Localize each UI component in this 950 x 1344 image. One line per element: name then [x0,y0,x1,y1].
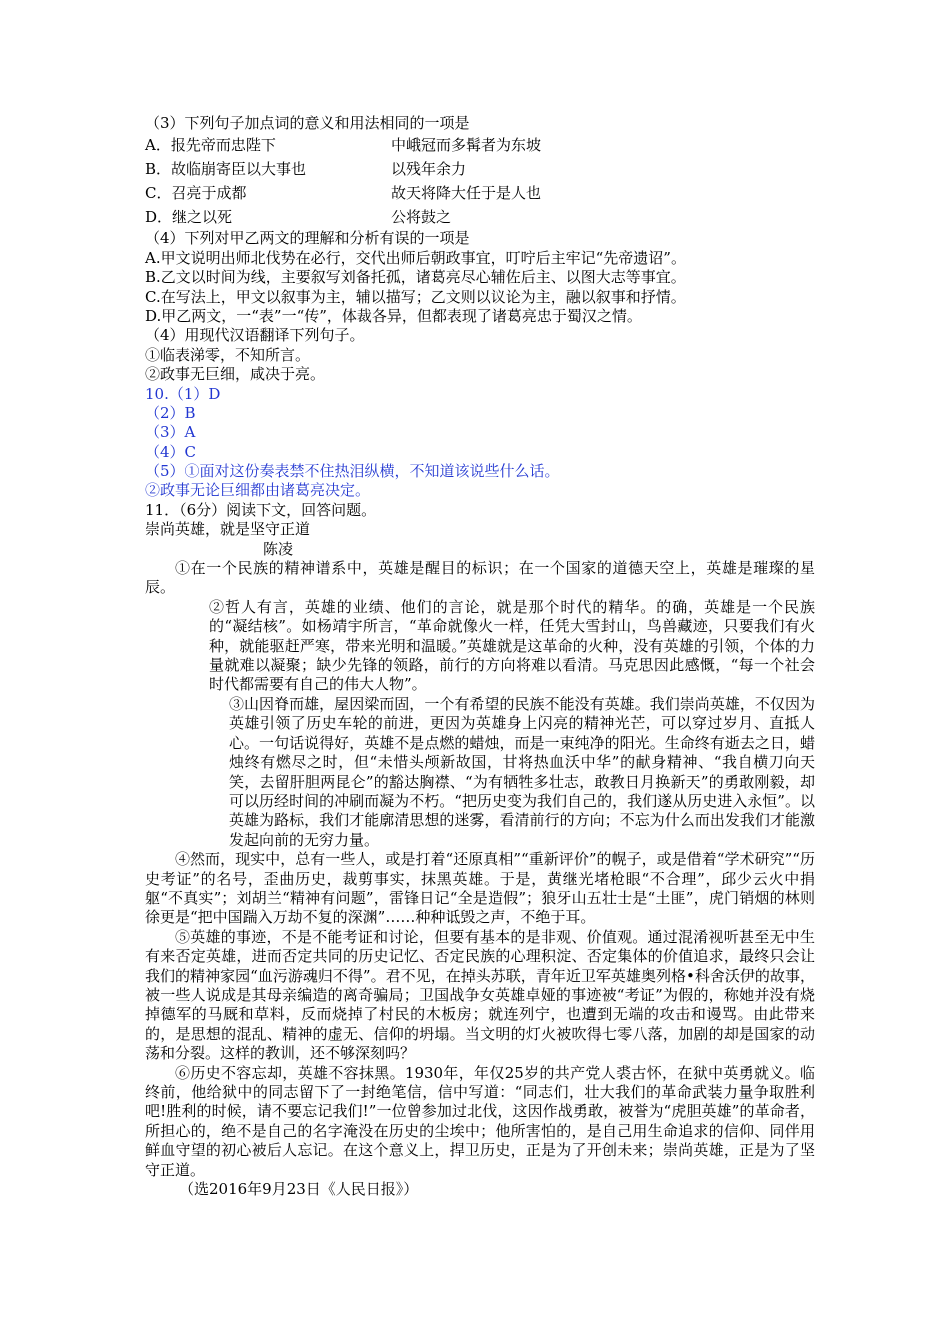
answer-line: （5）①面对这份奏表禁不住热泪纵横，不知道该说些什么话。 [145,462,560,481]
q3-option-c-left: C．召亮于成都 [145,184,247,203]
q5-stem: （4）用现代汉语翻译下列句子。 [145,326,365,345]
q3-stem: （3）下列句子加点词的意义和用法相同的一项是 [145,114,470,132]
answer-line: （4）C [145,442,197,461]
article-source: （选2016年9月23日《人民日报》） [179,1180,419,1199]
q3-option-d [145,205,815,229]
q4-option-c: C.在写法上，甲文以叙事为主，辅以描写；乙文则以议论为主，融以叙事和抒情。 [145,287,686,306]
answer-line: （2）B [145,403,196,422]
q3-option-c-right: 故天将降大任于是人也 [391,184,542,203]
article-author: 陈凌 [263,539,294,558]
answer-line: （3）A [145,423,196,442]
q11-stem: 11．（6分）阅读下文，回答问题。 [145,500,377,519]
q4-stem: （4）下列对甲乙两文的理解和分析有误的一项是 [145,229,470,248]
q3-option-d-left: D．继之以死 [145,208,233,227]
q3-option-a-right: 中峨冠而多髯者为东坡 [391,136,542,155]
answer-line: ②政事无论巨细都由诸葛亮决定。 [145,481,371,500]
article-paragraph-2: ②哲人有言，英雄的业绩、他们的言论，就是那个时代的精华。的确，英雄是一个民族的“凝结核”。如杨靖宇所言，“革命就像火一样，任凭大雪封山，鸟兽藏迹，只要我们有火种，就能驱赶严寒，带来光明和温暖。”英雄就是这革命的火种，没有英雄的引领，个体的力量就难以凝聚；缺少先锋的领路，前行的方向将难以看清。马克思因此感慨，“每一个社会时代都需要有自己的伟大人物”。 [209,597,815,694]
q3-option-b-left: B．故临崩寄臣以大事也 [145,160,307,179]
q4-option-a: A.甲文说明出师北伐势在必行，交代出师后朝政事宜，叮咛后主牢记“先帝遗诏”。 [145,248,686,267]
article-title: 崇尚英雄，就是坚守正道 [145,520,311,539]
q4-option-d: D.甲乙两文，一“表”一“传”，体裁各异，但都表现了诸葛亮忠于蜀汉之情。 [145,306,642,325]
article-paragraph-4: ④然而，现实中，总有一些人，或是打着“还原真相”“重新评价”的幌子，或是借着“学术研究”“历史考证”的名号，歪曲历史，裁剪事实，抹黑英雄。于是，黄继光堵枪眼“不合理”，邱少云火中捐躯“不真实”；刘胡兰“精神有问题”，雷锋日记“全是造假”；狼牙山五壮士是“土匪”，虎门销烟的林则徐更是“把中国踹入万劫不复的深渊”……种种诋毁之声，不绝于耳。 [145,850,815,927]
q3-option-d-right: 公将鼓之 [391,208,452,227]
article-paragraph-6: ⑥历史不容忘却，英雄不容抹黑。1930年，年仅25岁的共产党人裘古怀，在狱中英勇就义。临终前，他给狱中的同志留下了一封绝笔信，信中写道：“同志们，壮大我们的革命武装力量争取胜利吧!胜利的时候，请不要忘记我们!”一位曾参加过北伐，这因作战勇敢，被誉为“虎胆英雄”的革命者，所担心的，绝不是自己的名字淹没在历史的尘埃中；他所害怕的，是自己用生命追求的信仰、同伴用鲜血守望的初心被后人忘记。在这个意义上，捍卫历史，正是为了开创未来；崇尚英雄，正是为了坚守正道。 [145,1063,815,1179]
q5-item-2: ②政事无巨细，咸决于亮。 [145,365,326,384]
document-page [145,114,815,1199]
q3-option-b [145,157,815,181]
article-paragraph-1: ①在一个民族的精神谱系中，英雄是醒目的标识；在一个国家的道德天空上，英雄是璀璨的星辰。 [145,559,815,597]
q3-option-a-left: A．报先帝而忠陛下 [145,136,276,155]
q3-option-c [145,181,815,205]
q3-option-b-right: 以残年余力 [391,160,467,179]
q5-item-1: ①临表涕零，不知所言。 [145,345,311,364]
article-paragraph-5: ⑤英雄的事迹，不是不能考证和讨论，但要有基本的是非观、价值观。通过混淆视听甚至无中生有来否定英雄，进而否定共同的历史记忆、否定民族的心理积淀、否定集体的价值追求，最终只会让我们的精神家园“血污游魂归不得”。君不见，在掉头苏联，青年近卫军英雄奥列格•科舍沃伊的故事，被一些人说成是其母亲编造的离奇骗局；卫国战争女英雄卓娅的事迹被“考证”为假的，称她并没有烧掉德军的马厩和草料，反而烧掉了村民的木板房；就连列宁，也遭到无端的攻击和谩骂。由此带来的，是思想的混乱、精神的虚无、信仰的坍塌。当文明的灯火被吹得七零八落，加剧的却是国家的动荡和分裂。这样的教训，还不够深刻吗？ [145,927,815,1063]
q3-option-a [145,133,815,157]
answer-line: 10.（1）D [145,384,221,403]
q4-option-b: B.乙文以时间为线，主要叙写刘备托孤，诸葛亮尽心辅佐后主、以图大志等事宜。 [145,268,686,287]
article-paragraph-3: ③山因脊而雄，屋因梁而固，一个有希望的民族不能没有英雄。我们崇尚英雄，不仅因为英雄引领了历史车轮的前进，更因为英雄身上闪亮的精神光芒，可以穿过岁月、直抵人心。一句话说得好，英雄不是点燃的蜡烛，而是一束纯净的阳光。生命终有逝去之日，蜡烛终有燃尽之时，但“未惜头颅新故国，甘将热血沃中华”的献身精神、“我自横刀向天笑，去留肝胆两昆仑”的豁达胸襟、“为有牺牲多壮志，敢教日月换新天”的勇敢刚毅，却可以历经时间的冲刷而凝为不朽。“把历史变为我们自己的，我们遂从历史进入永恒”。以英雄为路标，我们才能廓清思想的迷雾，看清前行的方向；不忘为什么而出发我们才能激发起向前的无穷力量。 [229,694,815,849]
